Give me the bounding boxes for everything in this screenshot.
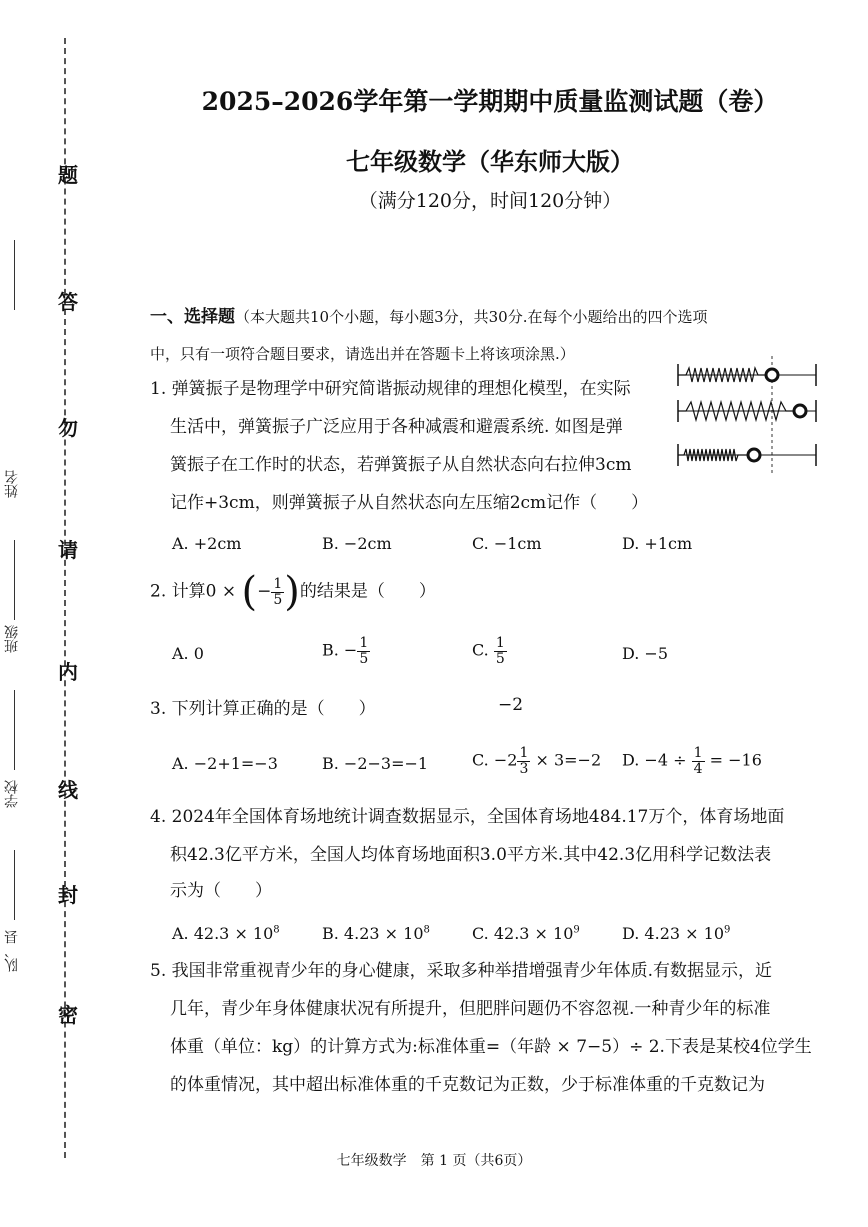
binding-dashed-line [64,38,66,1158]
option-exponent: 9 [724,924,731,936]
fraction-numerator: 1 [495,635,505,651]
q2-question [150,569,436,615]
page-footer: 七年级数学 第 1 页（共6页） [336,1153,532,1169]
option-text: A. 42.3 × 10 [172,924,274,943]
seal-char: 题 [58,163,78,187]
q1-line: 生活中，弹簧振子广泛应用于各种减震和避震系统. 如图是弹 [170,417,623,437]
q5-line: 几年，青少年身体健康状况有所提升，但肥胖问题仍不容忽视.一种青少年的标准 [170,999,771,1019]
q3-option-b: B. −2−3=−1 [322,754,429,773]
q2-option-b-prefix: B. − [322,640,358,660]
county-label: 队、县 [4,930,20,972]
q2-fraction-numerator: 1 [273,575,283,592]
seal-char: 密 [58,1003,78,1027]
fraction-denominator: 4 [693,760,703,777]
fraction-denominator: 3 [519,760,529,777]
school-label: 学校 [4,780,20,808]
q4-option-b [322,924,430,943]
class-label: 班级 [4,625,20,653]
section-description-2: 中，只有一项符合题目要求，请选出并在答题卡上将该项涂黑.） [150,345,575,363]
q3-option-c [472,746,601,776]
q4-line: 4. 2024年全国体育场地统计调查数据显示，全国体育场地484.17万个，体育场地面 [150,807,785,827]
seal-char: 答 [58,290,78,314]
option-exponent: 8 [273,924,280,936]
section-heading: 一、选择题 [150,307,235,327]
section-heading-line [150,306,850,330]
school-blank-line [14,690,15,770]
name-label: 姓名 [4,470,20,498]
q3-option-c-fraction [517,746,530,776]
q2-fraction-denominator: 5 [273,591,283,608]
q3-option-d-fraction [692,746,705,776]
option-text: B. 4.23 × 10 [322,924,424,943]
q3-stray-mark: −2 [498,695,524,715]
q1-line: 簧振子在工作时的状态，若弹簧振子从自然状态向右拉伸3cm [170,455,632,475]
q2-option-c-prefix: C. [472,640,489,660]
q3-question: 3. 下列计算正确的是（ ） [150,699,376,719]
county-blank-line [14,850,15,920]
fraction-numerator: 1 [359,635,369,651]
option-text: D. 4.23 × 10 [622,924,724,943]
q2-fraction [271,577,284,607]
q3-option-d-suffix: = −16 [709,750,762,770]
q2-option-d: D. −5 [622,644,669,663]
option-exponent: 9 [573,924,580,936]
q1-option-c: C. −1cm [472,534,542,553]
q2-option-b [322,636,370,666]
q2-left-paren: ( [241,569,258,615]
q2-sign: − [257,581,272,602]
seal-char: 封 [58,883,78,907]
option-text: C. 42.3 × 10 [472,924,574,943]
seal-char: 勿 [58,416,78,440]
seal-char: 线 [58,778,78,802]
q3-option-d [622,746,762,776]
q1-line: 1. 弹簧振子是物理学中研究简谐振动规律的理想化模型，在实际 [150,379,631,399]
q4-line: 积42.3亿平方米，全国人均体育场地面积3.0平方米.其中42.3亿用科学记数法表 [170,845,772,865]
option-exponent: 8 [423,924,430,936]
q2-right-paren: ) [284,569,300,615]
q2-suffix: 的结果是（ ） [299,581,436,602]
exam-info: （满分120分，时间120分钟） [358,190,622,212]
spring-oscillator-figure [672,356,822,474]
q5-line: 的体重情况，其中超出标准体重的千克数记为正数，少于标准体重的千克数记为 [170,1075,765,1095]
fraction-numerator: 1 [519,745,529,761]
q2-option-a: A. 0 [172,644,204,663]
section-description: （本大题共10个小题，每小题3分，共30分.在每个小题给出的四个选项 [235,308,708,326]
q4-line: 示为（ ） [170,881,272,901]
q1-line: 记作+3cm，则弹簧振子从自然状态向左压缩2cm记作（ ） [170,493,649,513]
q2-option-b-fraction [357,636,370,666]
q5-line: 体重（单位：kg）的计算方式为:标准体重=（年龄 × 7−5）÷ 2.下表是某校4位学生 [170,1037,812,1057]
fraction-numerator: 1 [693,745,703,761]
q2-prefix: 2. 计算0 × [150,581,237,602]
name-blank-line [14,240,15,310]
q4-option-a [172,924,280,943]
seal-char: 请 [58,538,78,562]
q1-option-b: B. −2cm [322,534,392,553]
q3-option-c-suffix: × 3=−2 [535,750,602,770]
q3-option-a: A. −2+1=−3 [172,754,278,773]
q1-option-d: D. +1cm [622,534,693,553]
class-blank-line [14,540,15,620]
exam-title: 2025–2026学年第一学期期中质量监测试题（卷） [201,87,779,116]
exam-subtitle: 七年级数学（华东师大版） [346,147,634,176]
q4-option-d [622,924,730,943]
q5-line: 5. 我国非常重视青少年的身心健康，采取多种举措增强青少年体质.有数据显示，近 [150,961,773,981]
fraction-denominator: 5 [359,650,369,667]
q3-option-d-prefix: D. −4 ÷ [622,750,687,770]
q4-option-c [472,924,580,943]
fraction-denominator: 5 [495,650,505,667]
q1-option-a: A. +2cm [172,534,242,553]
q2-option-c-fraction [494,636,507,666]
q3-option-c-prefix: C. −2 [472,750,518,770]
seal-char: 内 [58,660,78,684]
q2-option-c [472,636,507,666]
